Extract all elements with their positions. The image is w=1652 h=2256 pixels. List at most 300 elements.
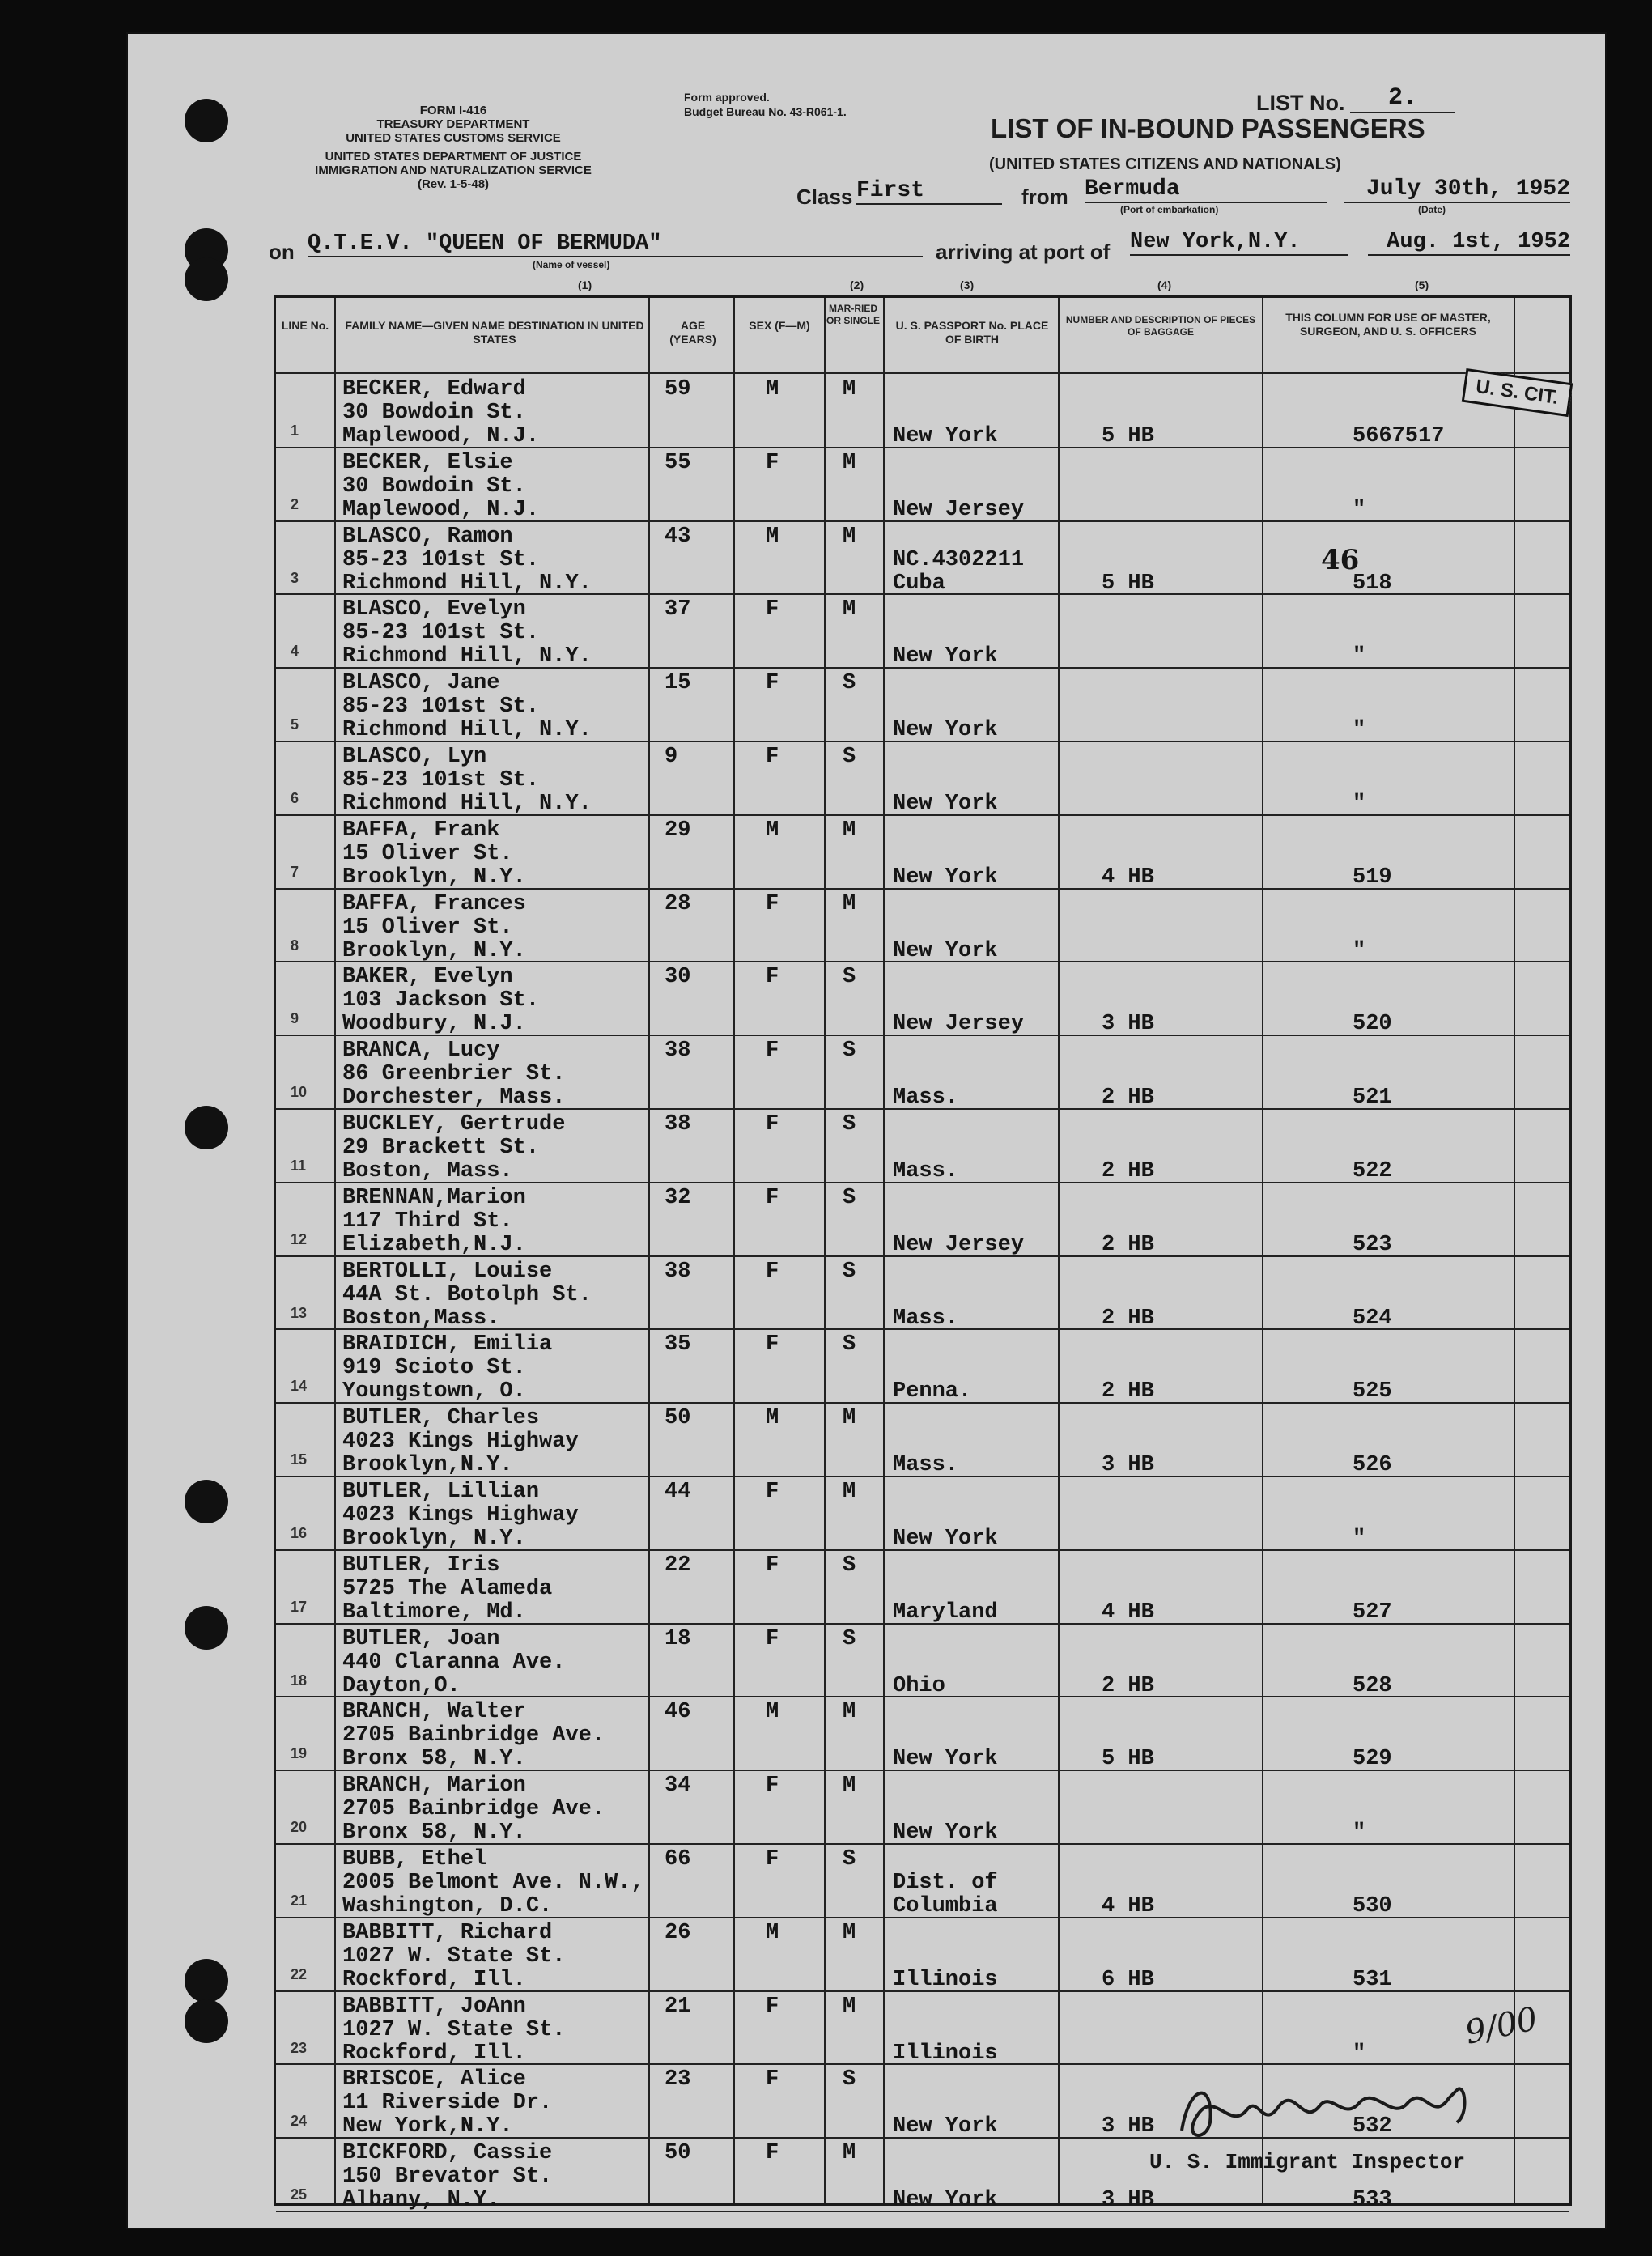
line-number: 15 bbox=[291, 1451, 308, 1468]
class-label: Class bbox=[796, 185, 853, 209]
baggage-count: 2 HB bbox=[1102, 1232, 1154, 1257]
age-value: 29 bbox=[665, 818, 691, 843]
baggage-count: 3 HB bbox=[1102, 1453, 1154, 1478]
passenger-name: BRANCA, Lucy bbox=[342, 1039, 500, 1064]
address-line-2: New York,N.Y. bbox=[342, 2114, 513, 2139]
officer-entry: 523 bbox=[1353, 1232, 1392, 1257]
baggage-count: 2 HB bbox=[1102, 1086, 1154, 1111]
address-line-2: Washington, D.C. bbox=[342, 1894, 553, 1918]
age-value: 21 bbox=[665, 1994, 691, 2019]
marital-status: M bbox=[843, 524, 856, 549]
passenger-name: BRISCOE, Alice bbox=[342, 2067, 526, 2092]
marital-status: M bbox=[843, 1480, 856, 1504]
col-header-married: MAR-RIED OR SINGLE bbox=[826, 303, 881, 326]
place-of-birth: New York bbox=[893, 2114, 998, 2139]
table-row bbox=[276, 1403, 1569, 1476]
passenger-name: BABBITT, JoAnn bbox=[342, 1994, 526, 2019]
place-of-birth: Cuba bbox=[893, 571, 945, 596]
address-line-1: 86 Greenbrier St. bbox=[342, 1062, 566, 1087]
sex-value: F bbox=[766, 891, 779, 916]
line-number: 4 bbox=[291, 643, 299, 660]
dept-justice: UNITED STATES DEPARTMENT OF JUSTICE bbox=[325, 150, 582, 164]
table-row bbox=[276, 594, 1569, 668]
age-value: 26 bbox=[665, 1920, 691, 1945]
place-of-birth: New York bbox=[893, 718, 998, 743]
marital-status: M bbox=[843, 1700, 856, 1725]
col-header-name: FAMILY NAME—GIVEN NAME DESTINATION IN UNITED STATES bbox=[345, 319, 644, 346]
passenger-name: BRAIDICH, Emilia bbox=[342, 1332, 553, 1357]
marital-status: M bbox=[843, 818, 856, 843]
row-divider bbox=[276, 2211, 1569, 2212]
line-number: 6 bbox=[291, 790, 299, 806]
sex-value: F bbox=[766, 597, 779, 622]
age-value: 55 bbox=[665, 450, 691, 475]
sex-value: F bbox=[766, 1259, 779, 1284]
sex-value: F bbox=[766, 745, 779, 769]
sex-value: F bbox=[766, 671, 779, 696]
table-row bbox=[276, 1035, 1569, 1109]
address-line-2: Richmond Hill, N.Y. bbox=[342, 644, 592, 669]
officer-entry: 530 bbox=[1353, 1894, 1392, 1918]
baggage-count: 2 HB bbox=[1102, 1306, 1154, 1331]
passenger-name: BLASCO, Ramon bbox=[342, 524, 513, 549]
officer-entry: 532 bbox=[1353, 2114, 1392, 2139]
line-number: 12 bbox=[291, 1230, 308, 1247]
table-row bbox=[276, 1991, 1569, 2065]
table-row bbox=[276, 1109, 1569, 1183]
marital-status: M bbox=[843, 891, 856, 916]
address-line-2: Maplewood, N.J. bbox=[342, 424, 540, 448]
punch-hole bbox=[185, 1106, 228, 1149]
age-value: 23 bbox=[665, 2067, 691, 2092]
arrival-date: Aug. 1st, 1952 bbox=[1368, 230, 1570, 256]
table-row bbox=[276, 521, 1569, 595]
place-of-birth: Ohio bbox=[893, 1673, 945, 1698]
marital-status: S bbox=[843, 2067, 856, 2092]
dept-customs: UNITED STATES CUSTOMS SERVICE bbox=[346, 131, 561, 145]
address-line-1: 919 Scioto St. bbox=[342, 1356, 526, 1381]
place-of-birth: Penna. bbox=[893, 1379, 972, 1404]
address-line-2: Dorchester, Mass. bbox=[342, 1086, 566, 1111]
place-of-birth: Mass. bbox=[893, 1453, 959, 1478]
punch-hole bbox=[185, 257, 228, 301]
class-value: First bbox=[856, 178, 1002, 205]
passenger-name: BRANCH, Marion bbox=[342, 1774, 526, 1799]
address-line-1: 11 Riverside Dr. bbox=[342, 2091, 553, 2116]
marital-status: M bbox=[843, 597, 856, 622]
officer-entry: " bbox=[1353, 1527, 1366, 1551]
passenger-name: BUCKLEY, Gertrude bbox=[342, 1112, 566, 1136]
sex-value: M bbox=[766, 377, 779, 401]
officer-entry: 519 bbox=[1353, 865, 1392, 890]
line-number: 11 bbox=[291, 1158, 307, 1174]
col-num-1: (1) bbox=[578, 278, 592, 291]
table-row bbox=[276, 1256, 1569, 1330]
place-of-birth: New Jersey bbox=[893, 1012, 1025, 1037]
sex-value: F bbox=[766, 1112, 779, 1136]
line-number: 23 bbox=[291, 2039, 308, 2056]
address-line-2: Brooklyn, N.Y. bbox=[342, 1527, 526, 1551]
marital-status: S bbox=[843, 1332, 856, 1357]
list-no-value: 2. bbox=[1350, 84, 1455, 113]
age-value: 59 bbox=[665, 377, 691, 401]
address-line-1: 15 Oliver St. bbox=[342, 915, 513, 940]
passport-number: Dist. of bbox=[893, 1871, 998, 1895]
sex-value: F bbox=[766, 1480, 779, 1504]
officer-entry: 529 bbox=[1353, 1747, 1392, 1772]
sex-value: F bbox=[766, 1185, 779, 1210]
passenger-name: BERTOLLI, Louise bbox=[342, 1259, 553, 1284]
us-citizen-stamp: U. S. CIT. bbox=[1462, 368, 1573, 417]
baggage-count: 2 HB bbox=[1102, 1379, 1154, 1404]
marital-status: S bbox=[843, 1259, 856, 1284]
age-value: 22 bbox=[665, 1553, 691, 1578]
table-row bbox=[276, 815, 1569, 889]
address-line-1: 1027 W. State St. bbox=[342, 1944, 566, 1969]
age-value: 18 bbox=[665, 1626, 691, 1651]
passenger-table bbox=[274, 295, 1572, 2213]
punch-hole bbox=[185, 1999, 228, 2043]
age-value: 46 bbox=[665, 1700, 691, 1725]
marital-status: M bbox=[843, 1994, 856, 2019]
marital-status: S bbox=[843, 1626, 856, 1651]
address-line-2: Woodbury, N.J. bbox=[342, 1012, 526, 1037]
officer-entry: " bbox=[1353, 938, 1366, 963]
marital-status: M bbox=[843, 450, 856, 475]
table-row bbox=[276, 1329, 1569, 1403]
punch-hole bbox=[185, 99, 228, 142]
place-of-birth: New York bbox=[893, 792, 998, 816]
address-line-2: Bronx 58, N.Y. bbox=[342, 1821, 526, 1846]
list-no-label: LIST No. bbox=[1256, 91, 1345, 115]
address-line-1: 85-23 101st St. bbox=[342, 547, 540, 572]
handwritten-note: 9/00 bbox=[1462, 2000, 1541, 2052]
line-number: 25 bbox=[291, 2186, 308, 2203]
address-line-1: 150 Brevator St. bbox=[342, 2165, 553, 2190]
age-value: 44 bbox=[665, 1480, 691, 1504]
sex-value: F bbox=[766, 450, 779, 475]
officer-entry: " bbox=[1353, 1821, 1366, 1846]
passenger-name: BUTLER, Iris bbox=[342, 1553, 500, 1578]
address-line-2: Richmond Hill, N.Y. bbox=[342, 571, 592, 596]
address-line-1: 44A St. Botolph St. bbox=[342, 1282, 592, 1307]
officer-entry: " bbox=[1353, 2041, 1366, 2066]
address-line-2: Brooklyn, N.Y. bbox=[342, 938, 526, 963]
col-header-officers: THIS COLUMN FOR USE OF MASTER, SURGEON, AND U. S. OFFICERS bbox=[1285, 311, 1491, 338]
list-subtitle: (UNITED STATES CITIZENS AND NATIONALS) bbox=[989, 155, 1341, 173]
place-of-birth: New York bbox=[893, 1527, 998, 1551]
handwritten-46: 46 bbox=[1321, 544, 1360, 576]
punch-hole bbox=[185, 1959, 228, 2003]
place-of-birth: New York bbox=[893, 1821, 998, 1846]
baggage-count: 3 HB bbox=[1102, 1012, 1154, 1037]
dept-treasury: TREASURY DEPARTMENT bbox=[376, 117, 530, 131]
budget-bureau: Budget Bureau No. 43-R061-1. bbox=[684, 105, 847, 118]
table-row bbox=[276, 448, 1569, 521]
age-value: 28 bbox=[665, 891, 691, 916]
passenger-name: BLASCO, Evelyn bbox=[342, 597, 526, 622]
address-line-2: Elizabeth,N.J. bbox=[342, 1232, 526, 1257]
sex-value: F bbox=[766, 2067, 779, 2092]
age-value: 9 bbox=[665, 745, 678, 769]
marital-status: M bbox=[843, 1920, 856, 1945]
address-line-1: 85-23 101st St. bbox=[342, 695, 540, 720]
place-of-birth: Mass. bbox=[893, 1086, 959, 1111]
age-value: 50 bbox=[665, 2141, 691, 2166]
address-line-1: 4023 Kings Highway bbox=[342, 1503, 579, 1527]
line-number: 5 bbox=[291, 716, 299, 733]
table-row bbox=[276, 374, 1569, 448]
form-info bbox=[267, 104, 639, 191]
marital-status: S bbox=[843, 671, 856, 696]
marital-status: S bbox=[843, 745, 856, 769]
passenger-name: BLASCO, Jane bbox=[342, 671, 500, 696]
marital-status: S bbox=[843, 965, 856, 990]
rev-date: (Rev. 1-5-48) bbox=[417, 177, 490, 191]
passenger-name: BRANCH, Walter bbox=[342, 1700, 526, 1725]
address-line-1: 85-23 101st St. bbox=[342, 768, 540, 792]
age-value: 38 bbox=[665, 1112, 691, 1136]
line-number: 7 bbox=[291, 863, 299, 880]
age-value: 15 bbox=[665, 671, 691, 696]
line-number: 21 bbox=[291, 1893, 308, 1909]
passenger-name: BUBB, Ethel bbox=[342, 1847, 487, 1872]
marital-status: S bbox=[843, 1039, 856, 1064]
officer-entry: 5667517 bbox=[1353, 424, 1445, 448]
baggage-count: 4 HB bbox=[1102, 1600, 1154, 1625]
table-row bbox=[276, 962, 1569, 1035]
place-of-birth: New York bbox=[893, 2188, 998, 2213]
officer-entry: " bbox=[1353, 497, 1366, 522]
address-line-1: 29 Brackett St. bbox=[342, 1136, 540, 1160]
address-line-2: Baltimore, Md. bbox=[342, 1600, 526, 1625]
baggage-count: 5 HB bbox=[1102, 1747, 1154, 1772]
age-value: 43 bbox=[665, 524, 691, 549]
address-line-2: Richmond Hill, N.Y. bbox=[342, 718, 592, 743]
officer-entry: 528 bbox=[1353, 1673, 1392, 1698]
address-line-1: 1027 W. State St. bbox=[342, 2017, 566, 2042]
officer-entry: 531 bbox=[1353, 1967, 1392, 1992]
table-row bbox=[276, 741, 1569, 815]
col-num-4: (4) bbox=[1157, 278, 1172, 291]
passport-number: NC.4302211 bbox=[893, 547, 1025, 572]
age-value: 66 bbox=[665, 1847, 691, 1872]
age-value: 50 bbox=[665, 1406, 691, 1431]
form-approved: Form approved. bbox=[684, 91, 770, 104]
place-of-birth: New Jersey bbox=[893, 1232, 1025, 1257]
table-row bbox=[276, 668, 1569, 741]
sex-value: F bbox=[766, 1626, 779, 1651]
baggage-count: 5 HB bbox=[1102, 571, 1154, 596]
place-of-birth: New York bbox=[893, 644, 998, 669]
line-number: 2 bbox=[291, 495, 299, 512]
age-value: 32 bbox=[665, 1185, 691, 1210]
line-number: 16 bbox=[291, 1525, 308, 1541]
age-value: 38 bbox=[665, 1259, 691, 1284]
line-number: 20 bbox=[291, 1819, 308, 1836]
depart-date: July 30th, 1952 bbox=[1344, 176, 1570, 203]
line-number: 13 bbox=[291, 1304, 308, 1321]
sex-value: M bbox=[766, 1700, 779, 1725]
col-header-passport: U. S. PASSPORT No. PLACE OF BIRTH bbox=[895, 319, 1049, 346]
address-line-1: 2705 Bainbridge Ave. bbox=[342, 1723, 605, 1748]
line-number: 1 bbox=[291, 423, 299, 439]
officer-entry: 521 bbox=[1353, 1086, 1392, 1111]
address-line-2: Brooklyn,N.Y. bbox=[342, 1453, 513, 1478]
sex-value: F bbox=[766, 1774, 779, 1799]
address-line-1: 30 Bowdoin St. bbox=[342, 401, 526, 425]
passenger-name: BLASCO, Lyn bbox=[342, 745, 487, 769]
address-line-2: Albany, N.Y. bbox=[342, 2188, 500, 2213]
sex-value: M bbox=[766, 818, 779, 843]
place-of-birth: New Jersey bbox=[893, 497, 1025, 522]
line-number: 8 bbox=[291, 937, 299, 954]
sex-value: F bbox=[766, 1994, 779, 2019]
passenger-name: BUTLER, Joan bbox=[342, 1626, 500, 1651]
baggage-count: 4 HB bbox=[1102, 865, 1154, 890]
line-number: 19 bbox=[291, 1745, 308, 1762]
baggage-count: 2 HB bbox=[1102, 1673, 1154, 1698]
date-caption: (Date) bbox=[1418, 204, 1446, 215]
sex-value: M bbox=[766, 524, 779, 549]
inspector-signature bbox=[1166, 2066, 1522, 2155]
age-value: 38 bbox=[665, 1039, 691, 1064]
sex-value: F bbox=[766, 2141, 779, 2166]
passenger-name: BABBITT, Richard bbox=[342, 1920, 553, 1945]
vessel-name: Q.T.E.V. "QUEEN OF BERMUDA" bbox=[308, 232, 923, 257]
officer-entry: 518 bbox=[1353, 571, 1392, 596]
sex-value: F bbox=[766, 1553, 779, 1578]
place-of-birth: Illinois bbox=[893, 2041, 998, 2066]
list-title: LIST OF IN-BOUND PASSENGERS bbox=[991, 113, 1425, 143]
line-number: 9 bbox=[291, 1010, 299, 1027]
passenger-name: BECKER, Elsie bbox=[342, 450, 513, 475]
age-value: 37 bbox=[665, 597, 691, 622]
inspector-caption: U. S. Immigrant Inspector bbox=[1149, 2150, 1466, 2174]
table-row bbox=[276, 889, 1569, 962]
address-line-1: 440 Claranna Ave. bbox=[342, 1650, 566, 1675]
passenger-name: BAKER, Evelyn bbox=[342, 965, 513, 990]
passenger-name: BAFFA, Frances bbox=[342, 891, 526, 916]
officer-entry: 527 bbox=[1353, 1600, 1392, 1625]
passenger-name: BRENNAN,Marion bbox=[342, 1185, 526, 1210]
officer-entry: " bbox=[1353, 718, 1366, 743]
address-line-1: 5725 The Alameda bbox=[342, 1576, 553, 1601]
table-row bbox=[276, 1844, 1569, 1918]
passenger-name: BAFFA, Frank bbox=[342, 818, 500, 843]
line-number: 10 bbox=[291, 1084, 308, 1101]
address-line-1: 2705 Bainbridge Ave. bbox=[342, 1797, 605, 1822]
address-line-2: Brooklyn, N.Y. bbox=[342, 865, 526, 890]
marital-status: M bbox=[843, 1774, 856, 1799]
punch-hole bbox=[185, 1480, 228, 1523]
from-value: Bermuda bbox=[1085, 176, 1327, 203]
baggage-count: 4 HB bbox=[1102, 1894, 1154, 1918]
officer-entry: " bbox=[1353, 644, 1366, 669]
officer-entry: 522 bbox=[1353, 1159, 1392, 1183]
place-of-birth: Mass. bbox=[893, 1306, 959, 1331]
marital-status: M bbox=[843, 2141, 856, 2166]
place-of-birth: Columbia bbox=[893, 1894, 998, 1918]
table-row bbox=[276, 1550, 1569, 1624]
address-line-2: Rockford, Ill. bbox=[342, 1967, 526, 1992]
col-num-5: (5) bbox=[1415, 278, 1429, 291]
place-of-birth: New York bbox=[893, 938, 998, 963]
marital-status: M bbox=[843, 1406, 856, 1431]
dept-ins: IMMIGRATION AND NATURALIZATION SERVICE bbox=[315, 164, 592, 177]
line-number: 22 bbox=[291, 1965, 308, 1982]
address-line-1: 103 Jackson St. bbox=[342, 988, 540, 1013]
address-line-2: Bronx 58, N.Y. bbox=[342, 1747, 526, 1772]
col-num-3: (3) bbox=[960, 278, 975, 291]
address-line-2: Boston, Mass. bbox=[342, 1159, 513, 1183]
sex-value: M bbox=[766, 1406, 779, 1431]
baggage-count: 5 HB bbox=[1102, 424, 1154, 448]
arrival-port: New York,N.Y. bbox=[1130, 230, 1348, 256]
table-row bbox=[276, 1918, 1569, 1991]
address-line-2: Maplewood, N.J. bbox=[342, 497, 540, 522]
officer-entry: 524 bbox=[1353, 1306, 1392, 1331]
baggage-count: 3 HB bbox=[1102, 2114, 1154, 2139]
line-number: 14 bbox=[291, 1378, 308, 1395]
baggage-count: 6 HB bbox=[1102, 1967, 1154, 1992]
address-line-2: Dayton,O. bbox=[342, 1673, 461, 1698]
col-header-baggage: NUMBER AND DESCRIPTION OF PIECES OF BAGGAGE bbox=[1065, 314, 1256, 338]
place-of-birth: Maryland bbox=[893, 1600, 998, 1625]
sex-value: F bbox=[766, 965, 779, 990]
age-value: 35 bbox=[665, 1332, 691, 1357]
age-value: 34 bbox=[665, 1774, 691, 1799]
arriving-label: arriving at port of bbox=[936, 240, 1111, 264]
sex-value: F bbox=[766, 1847, 779, 1872]
col-num-2: (2) bbox=[850, 278, 864, 291]
place-of-birth: New York bbox=[893, 1747, 998, 1772]
passenger-name: BUTLER, Lillian bbox=[342, 1480, 540, 1504]
address-line-1: 4023 Kings Highway bbox=[342, 1430, 579, 1455]
officer-entry: 526 bbox=[1353, 1453, 1392, 1478]
address-line-2: Youngstown, O. bbox=[342, 1379, 526, 1404]
address-line-2: Rockford, Ill. bbox=[342, 2041, 526, 2066]
place-of-birth: New York bbox=[893, 865, 998, 890]
address-line-1: 30 Bowdoin St. bbox=[342, 474, 526, 499]
table-row bbox=[276, 1624, 1569, 1697]
officer-entry: 520 bbox=[1353, 1012, 1392, 1037]
sex-value: M bbox=[766, 1920, 779, 1945]
col-header-sex: SEX (F—M) bbox=[749, 319, 810, 332]
place-of-birth: Mass. bbox=[893, 1159, 959, 1183]
port-embark-caption: (Port of embarkation) bbox=[1120, 204, 1219, 215]
table-row bbox=[276, 1770, 1569, 1844]
vessel-caption: (Name of vessel) bbox=[533, 259, 610, 270]
marital-status: S bbox=[843, 1112, 856, 1136]
table-row bbox=[276, 1697, 1569, 1770]
address-line-1: 2005 Belmont Ave. N.W., bbox=[342, 1871, 644, 1895]
sex-value: F bbox=[766, 1332, 779, 1357]
passenger-name: BUTLER, Charles bbox=[342, 1406, 540, 1431]
marital-status: S bbox=[843, 1847, 856, 1872]
sex-value: F bbox=[766, 1039, 779, 1064]
marital-status: S bbox=[843, 1185, 856, 1210]
line-number: 24 bbox=[291, 2113, 308, 2130]
on-label: on bbox=[269, 240, 295, 264]
address-line-1: 15 Oliver St. bbox=[342, 841, 513, 866]
from-label: from bbox=[1021, 185, 1068, 209]
line-number: 3 bbox=[291, 569, 299, 586]
address-line-1: 117 Third St. bbox=[342, 1209, 513, 1234]
table-row bbox=[276, 1183, 1569, 1256]
address-line-1: 85-23 101st St. bbox=[342, 621, 540, 646]
place-of-birth: Illinois bbox=[893, 1967, 998, 1992]
